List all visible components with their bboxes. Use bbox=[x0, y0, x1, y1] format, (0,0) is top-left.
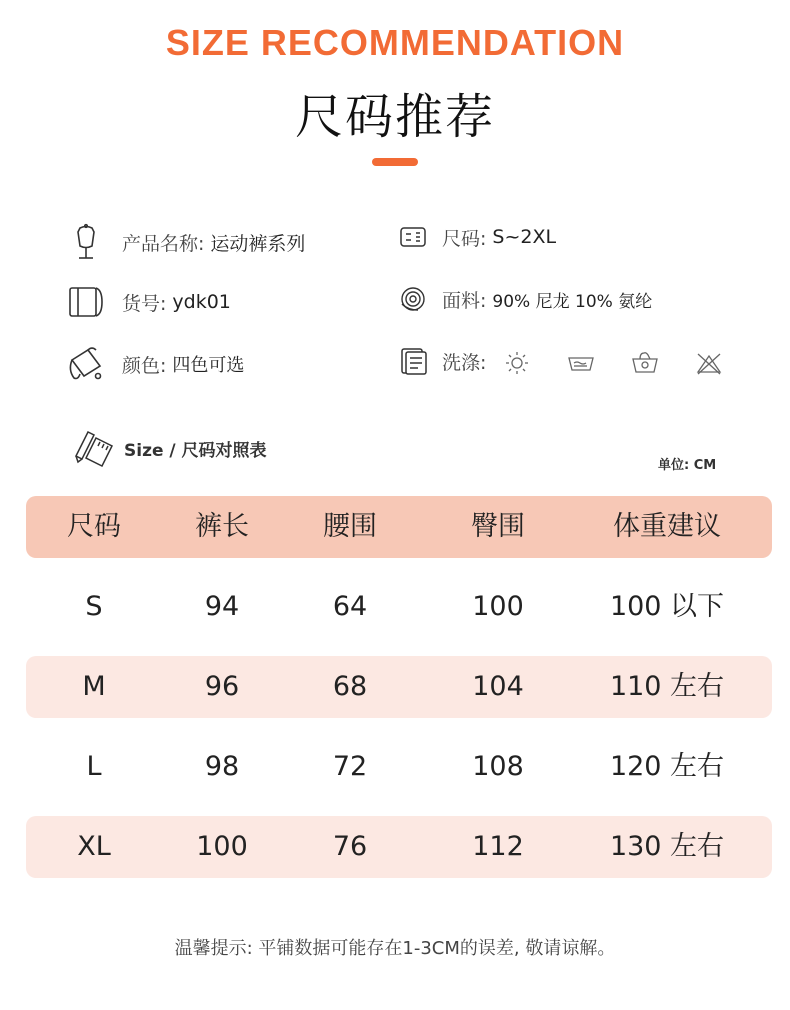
size-cell: XL bbox=[77, 831, 111, 862]
length-cell: 94 bbox=[204, 591, 240, 622]
no-tumble-dry-icon bbox=[694, 348, 724, 378]
title-underline bbox=[372, 158, 418, 166]
fabric-roll-icon bbox=[66, 282, 106, 322]
table-header-row bbox=[26, 496, 772, 558]
item-number-label: 货号: bbox=[122, 292, 167, 315]
size-chart-title: Size / 尺码对照表 bbox=[124, 440, 267, 461]
weight-cell: 110 左右 bbox=[609, 671, 725, 702]
header-cell: 腰围 bbox=[323, 511, 377, 542]
size-cell: L bbox=[86, 751, 102, 782]
care-label-icon bbox=[398, 346, 428, 376]
measurement-note: 温馨提示: 平铺数据可能存在1-3CM的误差, 敬请谅解。 bbox=[174, 938, 616, 959]
ruler-pencil-icon bbox=[72, 428, 116, 468]
header-cell: 臀围 bbox=[471, 511, 525, 542]
size-cell: M bbox=[82, 671, 106, 702]
hip-cell: 104 bbox=[472, 671, 524, 702]
fabric-swirl-icon bbox=[398, 284, 428, 314]
length-cell: 98 bbox=[204, 751, 240, 782]
title-chinese: 尺码推荐 bbox=[294, 89, 495, 145]
waist-cell: 64 bbox=[332, 591, 368, 622]
size-chart-label bbox=[72, 428, 267, 468]
wash-basin-icon bbox=[566, 348, 596, 378]
product-name-label: 产品名称: bbox=[122, 232, 205, 255]
size-cell: S bbox=[85, 591, 103, 622]
weight-cell: 120 左右 bbox=[609, 751, 725, 782]
item-number-info bbox=[66, 282, 231, 322]
waist-cell: 68 bbox=[332, 671, 368, 702]
table-row bbox=[26, 736, 772, 798]
color-label: 颜色: bbox=[122, 354, 167, 377]
header-cell: 尺码 bbox=[67, 511, 121, 542]
hip-cell: 100 bbox=[472, 591, 524, 622]
table-row bbox=[26, 656, 772, 718]
table-row bbox=[26, 576, 772, 638]
color-value: 四色可选 bbox=[172, 355, 245, 376]
fabric-label: 面料: bbox=[442, 289, 487, 312]
size-tag-icon bbox=[398, 222, 428, 252]
waist-cell: 72 bbox=[332, 751, 368, 782]
fabric-value: 90% 尼龙 10% 氨纶 bbox=[492, 291, 653, 312]
waist-cell: 76 bbox=[332, 831, 368, 862]
weight-cell: 100 以下 bbox=[609, 591, 725, 622]
size-label: 尺码: bbox=[442, 227, 487, 250]
length-cell: 96 bbox=[204, 671, 240, 702]
paint-bucket-icon bbox=[66, 344, 106, 384]
wash-info bbox=[398, 346, 486, 376]
mannequin-icon bbox=[66, 222, 106, 262]
header-cell: 裤长 bbox=[195, 511, 249, 542]
hip-cell: 108 bbox=[472, 751, 524, 782]
hand-wash-icon bbox=[630, 348, 660, 378]
color-info bbox=[66, 344, 244, 384]
size-value: S~2XL bbox=[492, 226, 557, 248]
table-row bbox=[26, 816, 772, 878]
product-name-info bbox=[66, 222, 305, 262]
title-english: SIZE RECOMMENDATION bbox=[165, 22, 625, 63]
wash-label: 洗涤: bbox=[442, 351, 487, 374]
fabric-info bbox=[398, 284, 652, 314]
size-info bbox=[398, 222, 556, 252]
unit-label: 单位: CM bbox=[658, 458, 717, 473]
header-cell: 体重建议 bbox=[613, 511, 721, 542]
sun-dry-icon bbox=[502, 348, 532, 378]
product-name-value: 运动裤系列 bbox=[210, 232, 306, 255]
wash-icons bbox=[502, 348, 758, 378]
hip-cell: 112 bbox=[472, 831, 524, 862]
length-cell: 100 bbox=[196, 831, 248, 862]
weight-cell: 130 左右 bbox=[609, 831, 725, 862]
item-number-value: ydk01 bbox=[172, 291, 231, 313]
